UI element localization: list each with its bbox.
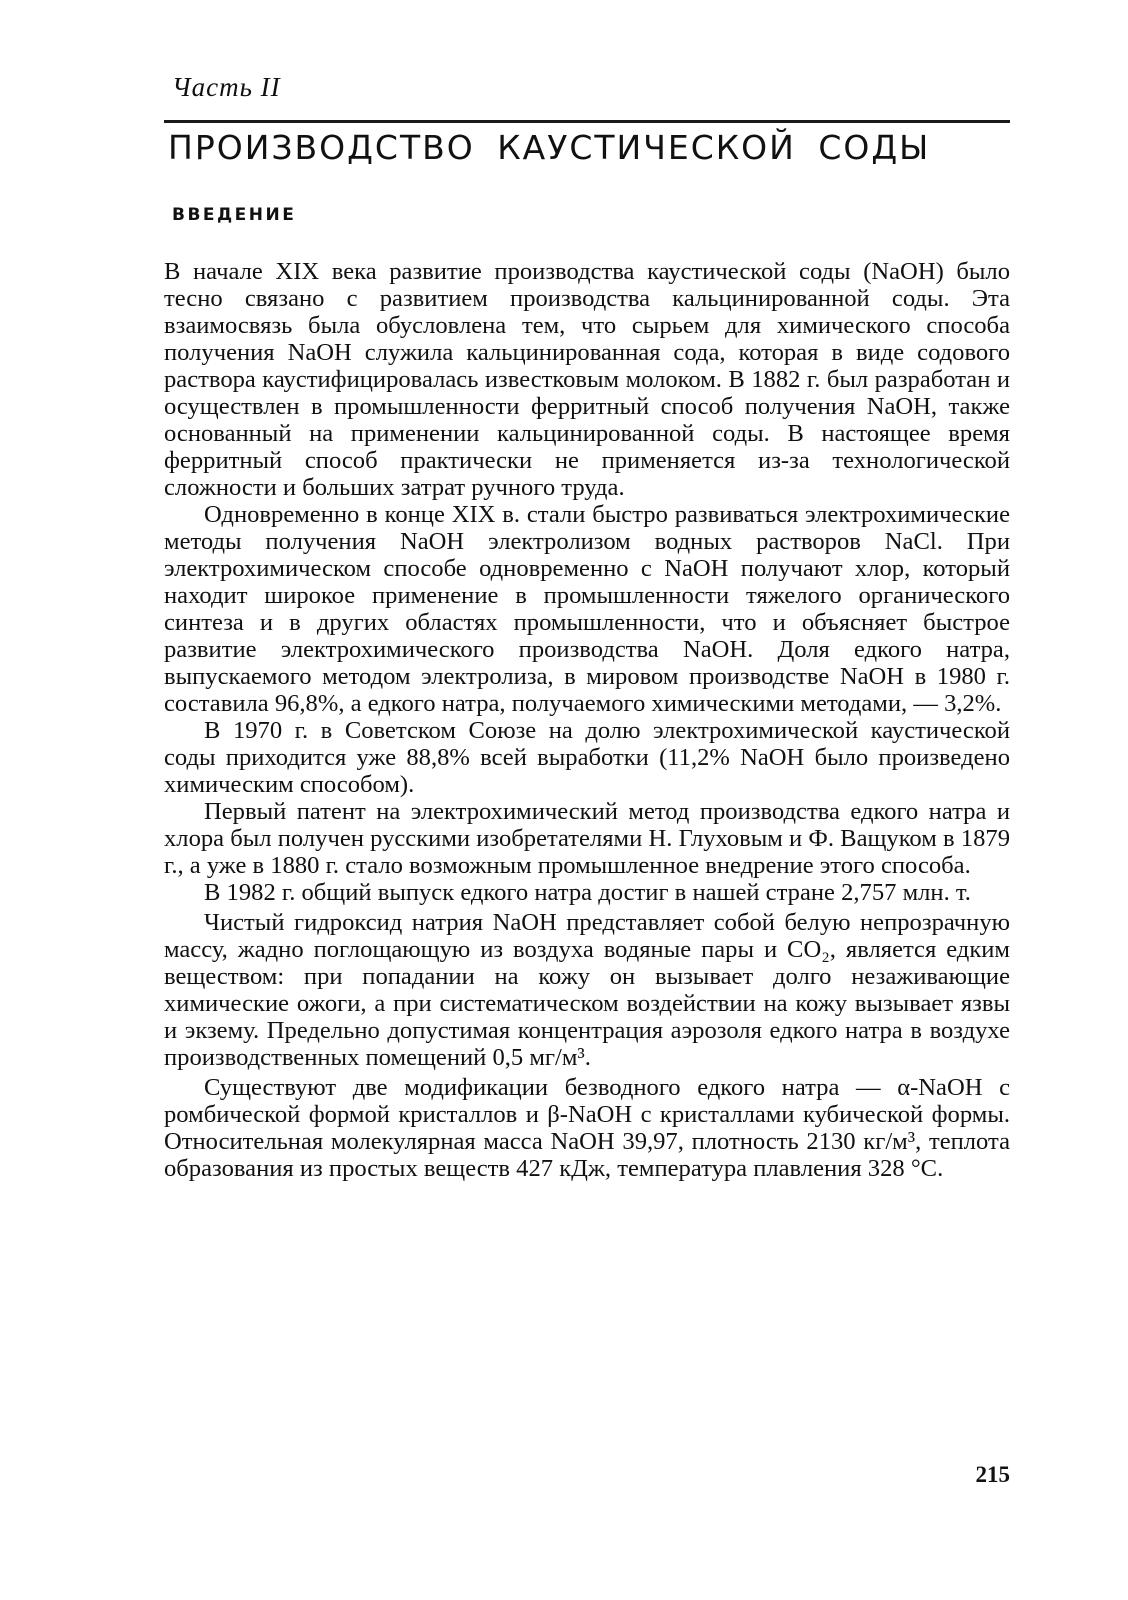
paragraph: Одновременно в конце XIX в. стали быстро развиваться электрохимические методы получения NaOH электролизом водных растворов NaCl. При электрохимическом способе одновременно с NaOH получают хлор, который находит широкое применение в промышленности тяжелого органического синтеза и в других областях промышленности, что и объясняет быстрое развитие электрохимического производства NaOH. Доля едкого натра, выпускаемого методом электролиза, в мировом производстве NaOH в 1980 г. составила 96,8%, а едкого натра, получаемого химическими методами, — 3,2%. [164, 501, 1010, 717]
page-number: 215 [975, 1462, 1010, 1487]
paragraph: Первый патент на электрохимический метод производства едкого натра и хлора был получен русскими изобретателями Н. Глуховым и Ф. Ващуком в 1879 г., а уже в 1880 г. стало возможным промышленное внедрение этого способа. [164, 798, 1010, 879]
paragraph: В начале XIX века развитие производства каустической соды (NaOH) было тесно связано с развитием производства кальцинированной соды. Эта взаимосвязь была обусловлена тем, что сырьем для химического способа получения NaOH служила кальцинированная сода, которая в виде содового раствора каустифицировалась известковым молоком. В 1882 г. был разработан и осуществлен в промышленности ферритный способ получения NaOH, также основанный на применении кальцинированной соды. В настоящее время ферритный способ практически не применяется из-за технологической сложности и больших затрат ручного труда. [164, 258, 1010, 501]
header-rule [164, 120, 1010, 123]
part-label: Часть II [172, 72, 281, 102]
paragraph: Чистый гидроксид натрия NaOH представляет собой белую непрозрачную массу, жадно поглощающую из воздуха водяные пары и CO₂, является едким веществом: при попадании на кожу он вызывает долго незаживающие химические ожоги, а при систематическом воздействии на кожу вызывает язвы и экзему. Предельно допустимая концентрация аэрозоля едкого натра в воздухе производственных помещений 0,5 мг/м³. [164, 909, 1010, 1071]
paragraph: В 1970 г. в Советском Союзе на долю электрохимической каустической соды приходится уже 88,8% всей выработки (11,2% NaOH было произведено химическим способом). [164, 717, 1010, 798]
paragraph: В 1982 г. общий выпуск едкого натра достиг в нашей стране 2,757 млн. т. [204, 879, 971, 906]
chapter-title: ПРОИЗВОДСТВО КАУСТИЧЕСКОЙ СОДЫ [168, 128, 931, 167]
paragraph: Существуют две модификации безводного едкого натра — α-NaOH с ромбической формой кристаллов и β-NaOH с кристаллами кубической формы. Относительная молекулярная масса NaOH 39,97, плотность 2130 кг/м³, теплота образования из простых веществ 427 кДж, температура плавления 328 °С. [164, 1074, 1010, 1182]
book-page [164, 0, 1010, 1600]
section-heading: ВВЕДЕНИЕ [172, 205, 297, 225]
body-text [164, 258, 1010, 1182]
